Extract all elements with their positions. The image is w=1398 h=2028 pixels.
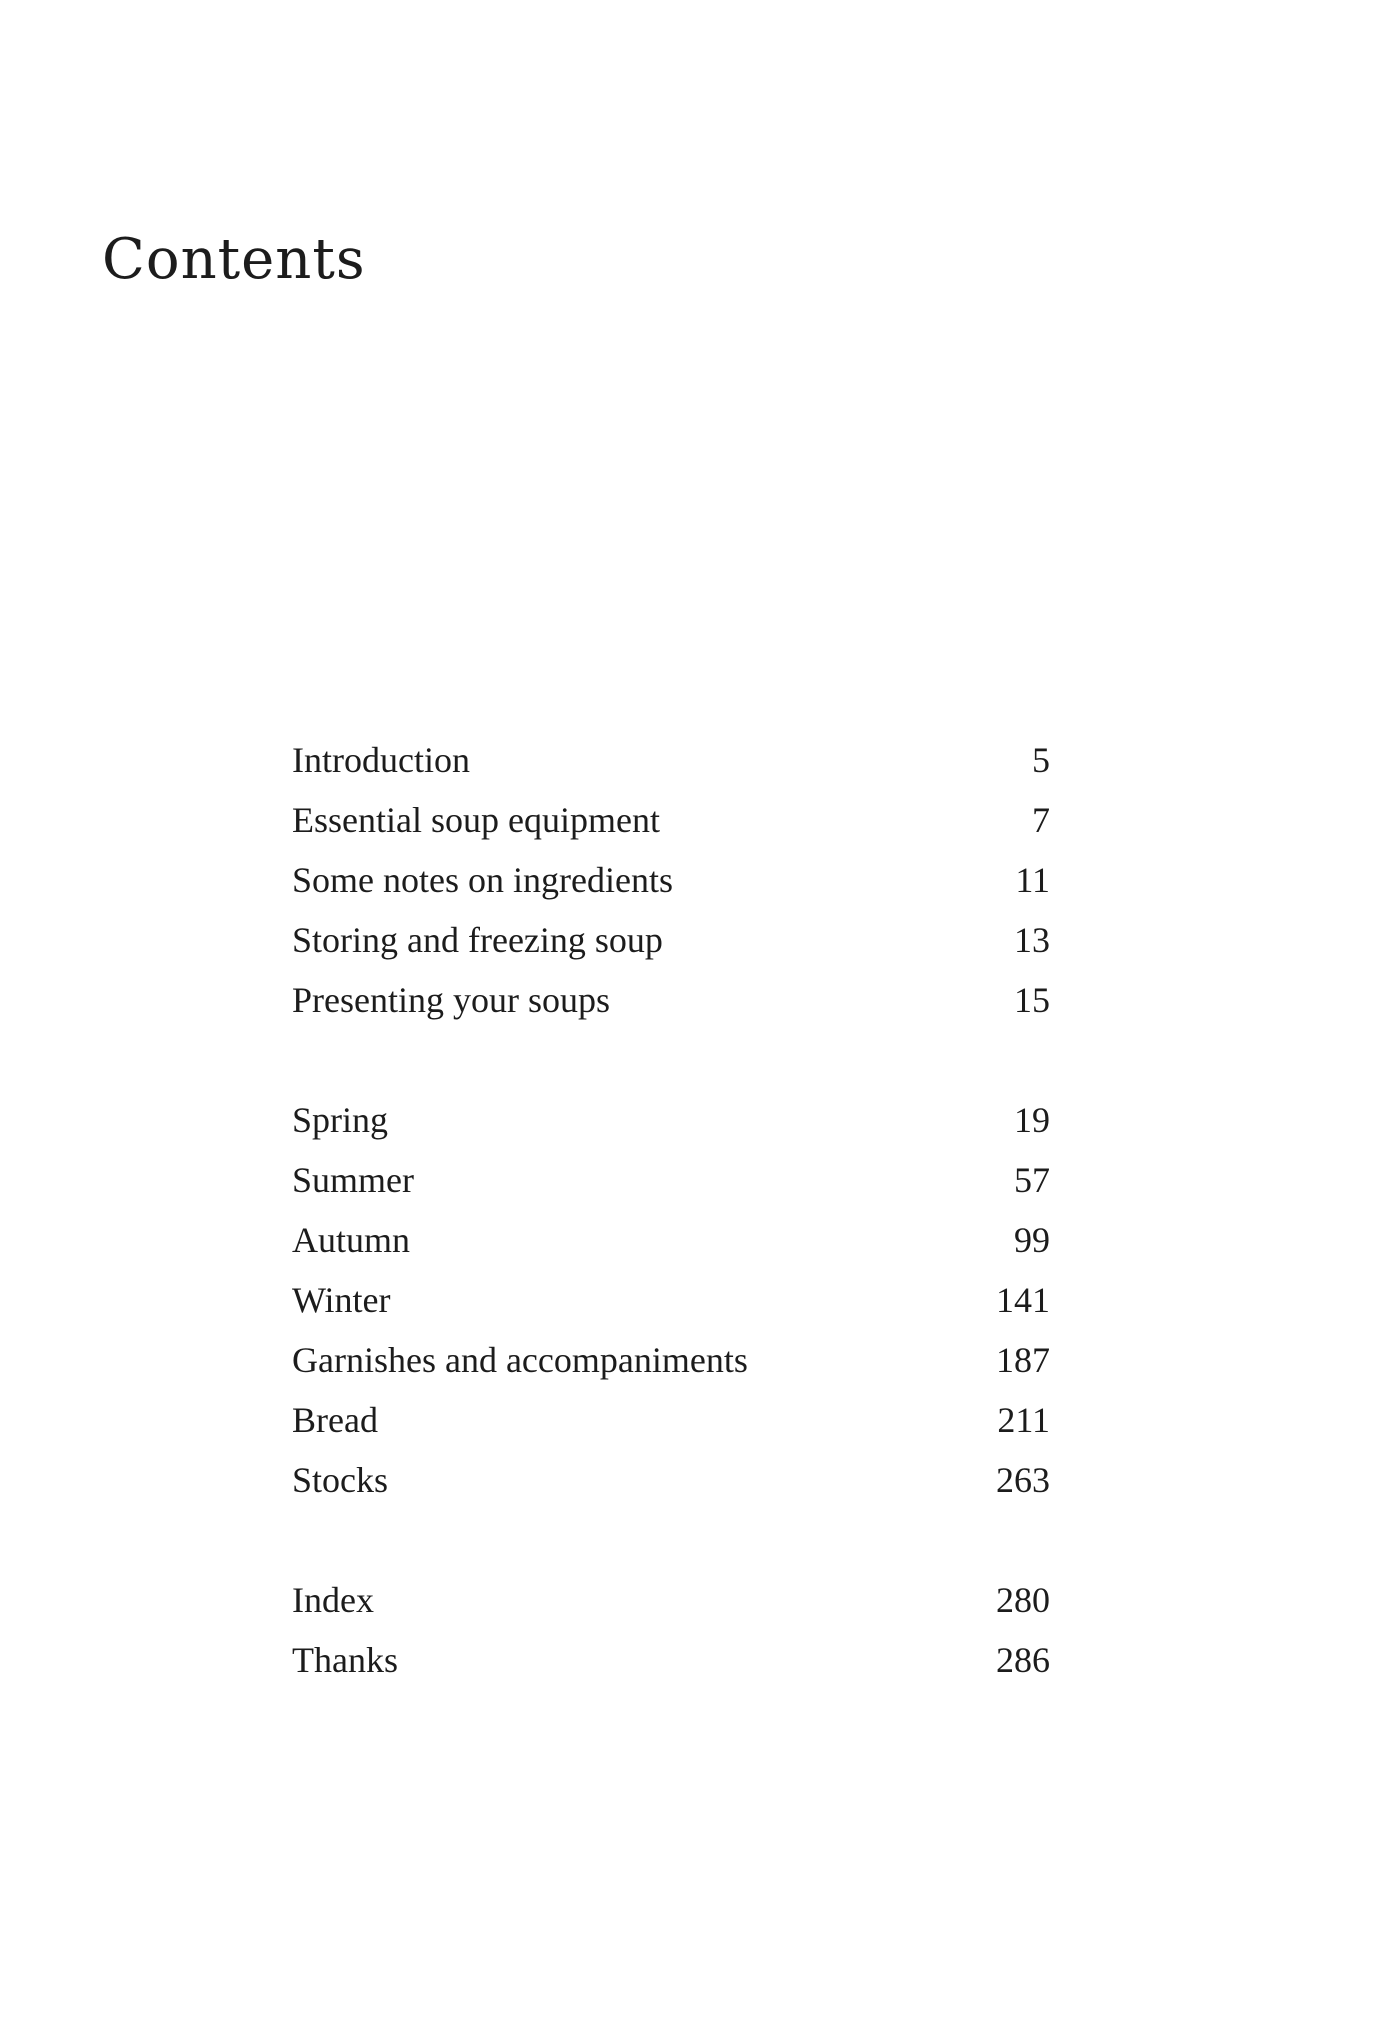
toc-entry-page-number: 13 [1014, 920, 1050, 960]
toc-entry-title: Some notes on ingredients [292, 860, 673, 900]
toc-entry-index[interactable] [292, 1570, 1052, 1630]
toc-entry-autumn[interactable] [292, 1210, 1052, 1270]
toc-entry-winter[interactable] [292, 1270, 1052, 1330]
toc-entry-title: Summer [292, 1160, 414, 1200]
toc-entry-notes-on-ingredients[interactable] [292, 850, 1052, 910]
toc-entry-page-number: 11 [1015, 860, 1050, 900]
toc-entry-page-number: 19 [1014, 1100, 1050, 1140]
toc-entry-spring[interactable] [292, 1090, 1052, 1150]
toc-entry-title: Introduction [292, 740, 470, 780]
toc-entry-garnishes[interactable] [292, 1330, 1052, 1390]
toc-entry-title: Presenting your soups [292, 980, 610, 1020]
toc-entry-title: Garnishes and accompaniments [292, 1340, 748, 1380]
toc-entry-essential-soup-equipment[interactable] [292, 790, 1052, 850]
toc-entry-title: Bread [292, 1400, 378, 1440]
toc-entry-presenting-your-soups[interactable] [292, 970, 1052, 1030]
toc-entry-title: Spring [292, 1100, 389, 1140]
toc-entry-page-number: 263 [996, 1460, 1050, 1500]
toc-entry-title: Essential soup equipment [292, 800, 660, 840]
toc-entry-title: Storing and freezing soup [292, 920, 663, 960]
toc-entry-page-number: 211 [997, 1400, 1050, 1440]
toc-entry-page-number: 7 [1032, 800, 1050, 840]
toc-entry-introduction[interactable] [292, 730, 1052, 790]
toc-entry-storing-and-freezing[interactable] [292, 910, 1052, 970]
toc-entry-page-number: 280 [996, 1580, 1050, 1620]
toc-entry-page-number: 5 [1032, 740, 1050, 780]
toc-entry-title: Winter [292, 1280, 391, 1320]
toc-entry-page-number: 99 [1014, 1220, 1050, 1260]
page-title: Contents [102, 227, 366, 292]
table-of-contents [292, 730, 1052, 1690]
toc-entry-stocks[interactable] [292, 1450, 1052, 1510]
toc-entry-page-number: 57 [1014, 1160, 1050, 1200]
toc-entry-page-number: 286 [996, 1640, 1050, 1680]
toc-entry-page-number: 187 [996, 1340, 1050, 1380]
toc-group-back-matter [292, 1570, 1052, 1690]
toc-entry-page-number: 15 [1014, 980, 1050, 1020]
toc-entry-title: Thanks [292, 1640, 398, 1680]
toc-entry-summer[interactable] [292, 1150, 1052, 1210]
toc-entry-title: Stocks [292, 1460, 389, 1500]
toc-group-front-matter [292, 730, 1052, 1030]
toc-entry-title: Autumn [292, 1220, 411, 1260]
toc-entry-title: Index [292, 1580, 374, 1620]
toc-entry-bread[interactable] [292, 1390, 1052, 1450]
toc-group-chapters [292, 1090, 1052, 1510]
toc-entry-thanks[interactable] [292, 1630, 1052, 1690]
toc-entry-page-number: 141 [996, 1280, 1050, 1320]
